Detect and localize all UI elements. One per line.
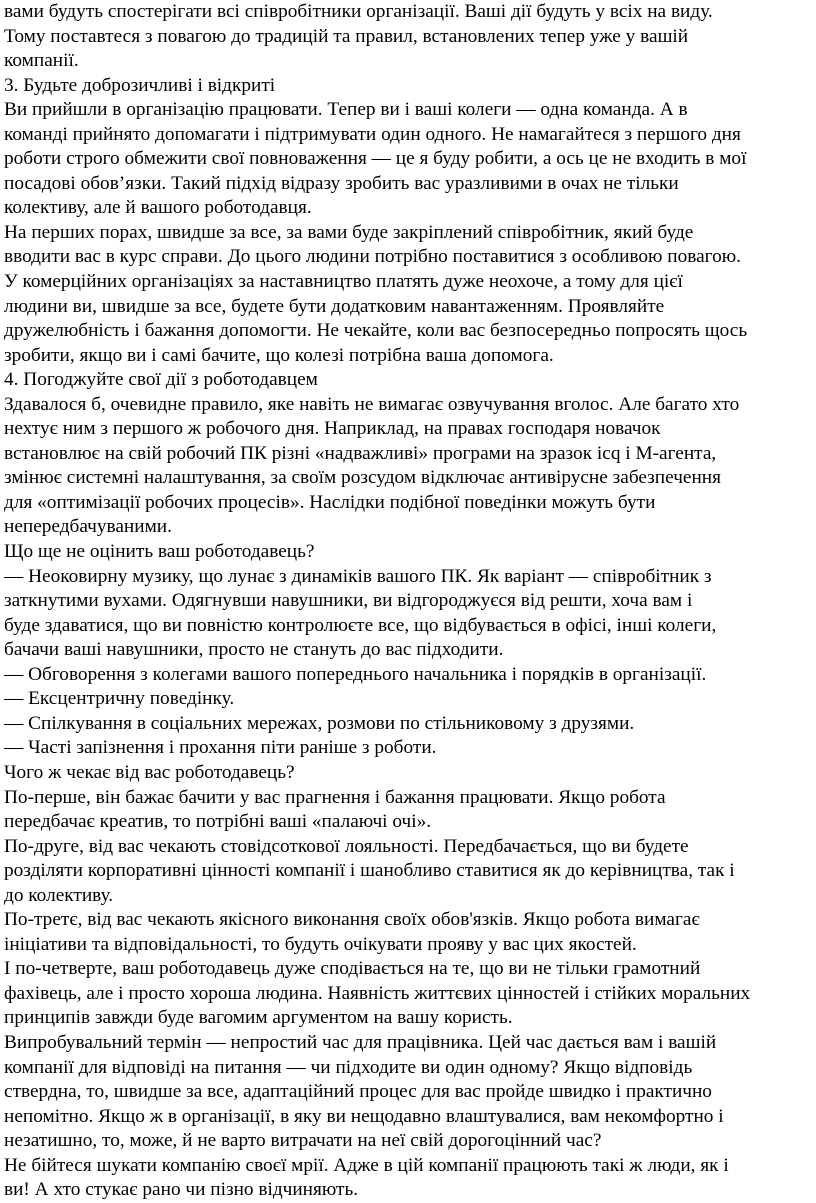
- text-line: бачачи ваші навушники, просто не стануть до вас підходити.: [4, 639, 504, 661]
- list-item: — Спілкування в соціальних мережах, розмови по стільниковому з друзями.: [4, 712, 635, 734]
- text-line: На перших порах, швидше за все, за вами буде закріплений співробітник, який буде: [4, 221, 694, 243]
- text-line: Що ще не оцінить ваш роботодавець?: [4, 541, 315, 563]
- list-item: — Часті запізнення і прохання піти раніше з роботи.: [4, 737, 437, 759]
- text-line: По-третє, від вас чекають якісного виконання своїх обов'язків. Якщо робота вимагає: [4, 909, 700, 931]
- text-line: По-друге, від вас чекають стовідсоткової лояльності. Передбачається, що ви будете: [4, 835, 689, 857]
- text-line: компанії для відповіді на питання — чи підходите ви один одному? Якщо відповідь: [4, 1056, 693, 1078]
- text-line: нехтує ним з першого ж робочого дня. Наприклад, на правах господаря новачок: [4, 418, 661, 440]
- text-line: до колективу.: [4, 884, 114, 906]
- list-item: — Обговорення з колегами вашого попереднього начальника і порядків в організації.: [4, 663, 707, 685]
- text-line: передбачає креатив, то потрібні ваші «палаючі очі».: [4, 811, 432, 833]
- text-line: Не бійтеся шукати компанію своєї мрії. Адже в цій компанії працюють такі ж люди, як і: [4, 1154, 729, 1176]
- text-line: вводити вас в курс справи. До цього людини потрібно поставитися з особливою повагою.: [4, 246, 741, 268]
- text-line: для «оптимізації робочих процесів». Наслідки подібної поведінки можуть бути: [4, 491, 656, 513]
- text-line: У комерційних організаціях за наставництво платять дуже неохоче, а тому для цієї: [4, 271, 683, 293]
- text-line: ствердна, то, швидше за все, адаптаційний процес для вас пройде швидко і практично: [4, 1081, 712, 1103]
- text-line: команді прийнято допомагати і підтримувати один одного. Не намагайтеся з першого дня: [4, 123, 741, 145]
- text-line: змінює системні налаштування, за своїм розсудом відключає антивірусне забезпечення: [4, 467, 722, 489]
- text-line: колективу, але й вашого роботодавця.: [4, 197, 312, 219]
- text-line: Здавалося б, очевидне правило, яке навіть не вимагає озвучування вголос. Але багато хто: [4, 393, 740, 415]
- text-line: роботи строго обмежити свої повноваження — це я буду робити, а ось це не входить в мої: [4, 148, 747, 170]
- text-line: буде здаватися, що ви повністю контролюєте все, що відбувається в офісі, інші колеги,: [4, 614, 717, 636]
- text-line: Тому поставтеся з повагою до традицій та правил, встановлених тепер уже у вашій: [4, 25, 689, 47]
- text-line: фахівець, але і просто хороша людина. Наявність життєвих цінностей і стійких моральних: [4, 982, 751, 1004]
- text-line: компанії.: [4, 50, 79, 72]
- section-heading: 3. Будьте доброзичливі і відкриті: [4, 74, 276, 96]
- list-item: — Неоковирну музику, що лунає з динаміків вашого ПК. Як варіант — співробітник з: [4, 565, 712, 587]
- list-item: — Ексцентричну поведінку.: [4, 688, 235, 710]
- document-body: [4, 0, 816, 1203]
- text-line: встановлює на свій робочий ПК різні «надважливі» програми на зразок icq і М-агента,: [4, 442, 717, 464]
- text-line: принципів завжди буде вагомим аргументом на вашу користь.: [4, 1007, 513, 1029]
- text-line: розділяти корпоративні цінності компанії і шанобливо ставитися як до керівництва, так і: [4, 860, 735, 882]
- text-line: ініціативи та відповідальності, то будуть очікувати прояву у вас цих якостей.: [4, 933, 637, 955]
- text-line: По-перше, він бажає бачити у вас прагнення і бажання працювати. Якщо робота: [4, 786, 666, 808]
- text-line: вами будуть спостерігати всі співробітники організації. Ваші дії будуть у всіх на виду.: [4, 1, 713, 22]
- text-line: непомітно. Якщо ж в організації, в яку ви нещодавно влаштувалися, вам некомфортно і: [4, 1105, 724, 1127]
- text-line: Випробувальний термін — непростий час для працівника. Цей час дається вам і вашій: [4, 1031, 717, 1053]
- text-line: Ви прийшли в організацію працювати. Тепер ви і ваші колеги — одна команда. А в: [4, 99, 688, 121]
- text-line: посадові обов’язки. Такий підхід відразу зробить вас уразливими в очах не тільки: [4, 172, 679, 194]
- text-line: Чого ж чекає від вас роботодавець?: [4, 761, 295, 783]
- section-heading: 4. Погоджуйте свої дії з роботодавцем: [4, 369, 318, 391]
- text-line: непередбачуваними.: [4, 516, 172, 538]
- text-line: заткнутими вухами. Одягнувши навушники, ви відгороджуєся від решти, хоча вам і: [4, 590, 693, 612]
- text-line: зробити, якщо ви і самі бачите, що колезі потрібна ваша допомога.: [4, 344, 554, 366]
- text-line: дружелюбність і бажання допомогти. Не чекайте, коли вас безпосередньо попросять щось: [4, 320, 748, 342]
- text-line: людини ви, швидше за все, будете бути додатковим навантаженням. Проявляйте: [4, 295, 665, 317]
- text-line: незатишно, то, може, й не варто витрачати на неї свій дорогоцінний час?: [4, 1130, 602, 1152]
- text-line: ви! А хто стукає рано чи пізно відчиняють.: [4, 1179, 359, 1201]
- text-line: І по-четверте, ваш роботодавець дуже сподівається на те, що ви не тільки грамотний: [4, 958, 701, 980]
